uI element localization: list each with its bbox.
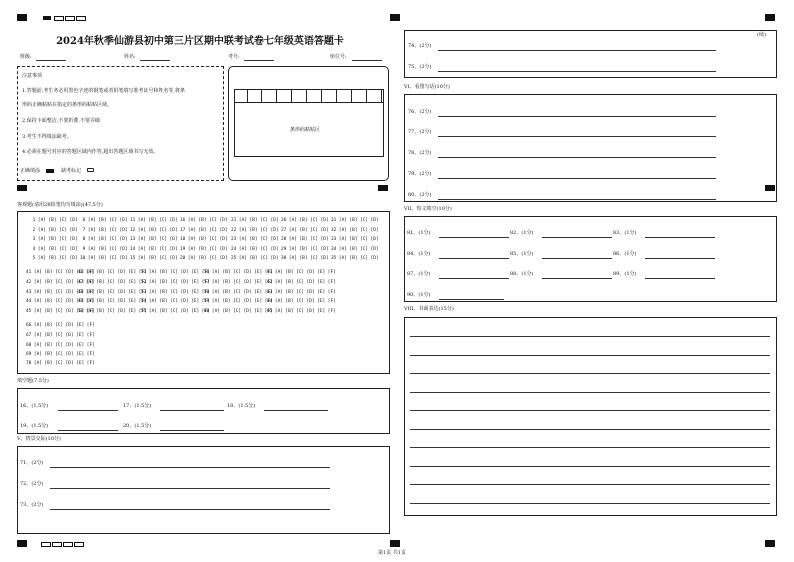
question-45[interactable]: 45 [A] [B] [C] [D] [E] [F] bbox=[26, 309, 95, 314]
question-label: 73、(2分) bbox=[20, 502, 44, 508]
question-2[interactable]: 2 [A] [B] [C] [D] bbox=[30, 228, 78, 233]
question-50[interactable]: 50 [A] [B] [C] [D] [E] [F] bbox=[78, 309, 147, 314]
answer-line[interactable] bbox=[542, 258, 612, 259]
question-8[interactable]: 8 [A] [B] [C] [D] bbox=[80, 237, 128, 242]
question-label: 81、(1分) bbox=[407, 230, 431, 236]
notice-heading: 注意事项 bbox=[22, 73, 43, 79]
question-label: 90、(1分) bbox=[407, 292, 431, 298]
question-11[interactable]: 11 [A] [B] [C] [D] bbox=[130, 218, 178, 223]
barcode-label: 条形码粘贴区 bbox=[290, 127, 321, 133]
position-mark bbox=[17, 14, 27, 21]
question-34[interactable]: 34 [A] [B] [C] [D] bbox=[331, 247, 379, 252]
answer-line[interactable] bbox=[438, 199, 716, 200]
position-mark bbox=[41, 542, 51, 547]
answer-line[interactable] bbox=[438, 157, 716, 158]
answer-line[interactable] bbox=[50, 467, 330, 468]
writing-line[interactable] bbox=[410, 447, 770, 448]
question-23[interactable]: 23 [A] [B] [C] [D] bbox=[231, 237, 279, 242]
correct-fill-label: 正确填涂 bbox=[20, 168, 41, 174]
blank-label: 18、(1.5分) bbox=[227, 403, 256, 409]
answer-line[interactable] bbox=[439, 237, 509, 238]
question-1[interactable]: 1 [A] [B] [C] [D] bbox=[30, 218, 78, 223]
answer-line[interactable] bbox=[438, 71, 716, 72]
question-3[interactable]: 3 [A] [B] [C] [D] bbox=[30, 237, 78, 242]
answer-line[interactable] bbox=[645, 258, 715, 259]
question-label: 84、(1分) bbox=[407, 251, 431, 257]
answer-line[interactable] bbox=[439, 299, 504, 300]
question-19[interactable]: 19 [A] [B] [C] [D] bbox=[180, 247, 228, 252]
writing-line[interactable] bbox=[410, 392, 770, 393]
question-label: 86、(1分) bbox=[613, 251, 637, 257]
question-48[interactable]: 48 [A] [B] [C] [D] [E] [F] bbox=[78, 290, 147, 295]
notice-item: 4.必须在题号对应的答题区域内作答,超出答题区域书写无效。 bbox=[22, 149, 159, 155]
section-v-heading: V、情景交际(10分) bbox=[17, 436, 61, 442]
answer-line[interactable] bbox=[50, 509, 330, 510]
question-17[interactable]: 17 [A] [B] [C] [D] bbox=[180, 228, 228, 233]
question-65[interactable]: 65 [A] [B] [C] [D] [E] [F] bbox=[267, 309, 336, 314]
position-mark bbox=[43, 16, 51, 20]
position-mark bbox=[390, 14, 400, 21]
question-27[interactable]: 27 [A] [B] [C] [D] bbox=[281, 228, 329, 233]
answer-line[interactable] bbox=[438, 178, 716, 179]
question-24[interactable]: 24 [A] [B] [C] [D] bbox=[231, 247, 279, 252]
question-33[interactable]: 33 [A] [B] [C] [D] bbox=[331, 237, 379, 242]
page-title: 2024年秋季仙游县初中第三片区期中联考试卷七年级英语答题卡 bbox=[56, 36, 344, 47]
question-53[interactable]: 53 [A] [B] [C] [D] [E] [F] bbox=[141, 290, 210, 295]
question-18[interactable]: 18 [A] [B] [C] [D] bbox=[180, 237, 228, 242]
notice-item: 形码正确粘贴在指定的条形码粘贴区域。 bbox=[22, 102, 113, 108]
absent-mark-label: 缺考标记 bbox=[61, 168, 82, 174]
question-15[interactable]: 15 [A] [B] [C] [D] bbox=[130, 256, 178, 261]
question-66[interactable]: 66 [A] [B] [C] [D] [E] [F] bbox=[26, 323, 95, 328]
question-62[interactable]: 62 [A] [B] [C] [D] [E] [F] bbox=[267, 280, 336, 285]
question-label: 83、(1分) bbox=[613, 230, 637, 236]
answer-line[interactable] bbox=[58, 410, 118, 411]
question-58[interactable]: 58 [A] [B] [C] [D] [E] [F] bbox=[204, 290, 273, 295]
question-44[interactable]: 44 [A] [B] [C] [D] [E] [F] bbox=[26, 299, 95, 304]
writing-line[interactable] bbox=[410, 410, 770, 411]
position-mark bbox=[17, 185, 27, 191]
notice-item: 2.保持卡面整洁,不要折叠,不要弄破 bbox=[22, 118, 100, 124]
continued-label: (续) bbox=[757, 32, 766, 38]
answer-line[interactable] bbox=[438, 50, 716, 51]
seat-label: 座位号: bbox=[330, 54, 347, 60]
writing-line[interactable] bbox=[410, 355, 770, 356]
answer-line[interactable] bbox=[645, 278, 715, 279]
question-55[interactable]: 55 [A] [B] [C] [D] [E] [F] bbox=[141, 309, 210, 314]
answer-line[interactable] bbox=[542, 237, 612, 238]
exam-no-label: 考号: bbox=[228, 54, 240, 60]
section-vii-heading: VII、短文填空(10分) bbox=[404, 206, 452, 212]
absent-mark-checkbox[interactable] bbox=[87, 168, 94, 172]
answer-line[interactable] bbox=[160, 410, 224, 411]
position-mark bbox=[54, 16, 64, 21]
question-label: 71、(2分) bbox=[20, 460, 44, 466]
answer-line[interactable] bbox=[50, 488, 330, 489]
question-4[interactable]: 4 [A] [B] [C] [D] bbox=[30, 247, 78, 252]
writing-line[interactable] bbox=[410, 336, 770, 337]
question-label: 75、(2分) bbox=[408, 64, 432, 70]
question-5[interactable]: 5 [A] [B] [C] [D] bbox=[30, 256, 78, 261]
question-label: 78、(2分) bbox=[408, 150, 432, 156]
question-label: 76、(2分) bbox=[408, 109, 432, 115]
name-field[interactable] bbox=[140, 60, 170, 61]
section-viii-area bbox=[404, 317, 777, 516]
correct-fill-sample bbox=[46, 169, 54, 173]
section-viii-heading: VIII、书面表达(15分) bbox=[404, 306, 454, 312]
answer-line[interactable] bbox=[264, 410, 328, 411]
question-14[interactable]: 14 [A] [B] [C] [D] bbox=[130, 247, 178, 252]
question-22[interactable]: 22 [A] [B] [C] [D] bbox=[231, 228, 279, 233]
question-label: 82、(1分) bbox=[510, 230, 534, 236]
question-32[interactable]: 32 [A] [B] [C] [D] bbox=[331, 228, 379, 233]
position-mark bbox=[76, 16, 86, 21]
notice-item: 1.答题前,考生务必用黑色字迹的钢笔或者铅笔填写准考证号和姓名等,将条 bbox=[22, 88, 185, 94]
question-69[interactable]: 69 [A] [B] [C] [D] [E] [F] bbox=[26, 352, 95, 357]
section-vii-area bbox=[404, 216, 777, 302]
question-label: 74、(2分) bbox=[408, 43, 432, 49]
position-mark bbox=[65, 16, 75, 21]
question-43[interactable]: 43 [A] [B] [C] [D] [E] [F] bbox=[26, 290, 95, 295]
question-21[interactable]: 21 [A] [B] [C] [D] bbox=[231, 218, 279, 223]
question-label: 88、(1分) bbox=[510, 271, 534, 277]
answer-line[interactable] bbox=[160, 430, 224, 431]
question-70[interactable]: 70 [A] [B] [C] [D] [E] [F] bbox=[26, 361, 95, 366]
class-field[interactable] bbox=[36, 60, 66, 61]
fill-blank-heading: 填空题(7.5分) bbox=[17, 378, 49, 384]
question-41[interactable]: 41 [A] [B] [C] [D] [E] [F] bbox=[26, 270, 95, 275]
seat-field[interactable] bbox=[352, 60, 382, 61]
answer-line[interactable] bbox=[58, 430, 118, 431]
writing-line[interactable] bbox=[410, 503, 770, 504]
answer-line[interactable] bbox=[438, 116, 716, 117]
section-vi-area bbox=[404, 94, 777, 202]
question-16[interactable]: 16 [A] [B] [C] [D] bbox=[180, 218, 228, 223]
section-vi-heading: VI、看图写话(10分) bbox=[404, 84, 450, 90]
question-63[interactable]: 63 [A] [B] [C] [D] [E] [F] bbox=[267, 290, 336, 295]
writing-line[interactable] bbox=[410, 373, 770, 374]
question-52[interactable]: 52 [A] [B] [C] [D] [E] [F] bbox=[141, 280, 210, 285]
question-47[interactable]: 47 [A] [B] [C] [D] [E] [F] bbox=[78, 280, 147, 285]
position-mark bbox=[52, 542, 62, 547]
question-label: 77、(2分) bbox=[408, 129, 432, 135]
question-67[interactable]: 67 [A] [B] [C] [D] [E] [F] bbox=[26, 333, 95, 338]
question-13[interactable]: 13 [A] [B] [C] [D] bbox=[130, 237, 178, 242]
question-label: 79、(2分) bbox=[408, 171, 432, 177]
question-12[interactable]: 12 [A] [B] [C] [D] bbox=[130, 228, 178, 233]
position-mark bbox=[74, 542, 84, 547]
writing-line[interactable] bbox=[410, 429, 770, 430]
objective-heading: 客观题(请用2B铅笔均匀填涂)(47.5分) bbox=[17, 202, 103, 208]
question-25[interactable]: 25 [A] [B] [C] [D] bbox=[231, 256, 279, 261]
question-60[interactable]: 60 [A] [B] [C] [D] [E] [F] bbox=[204, 309, 273, 314]
writing-line[interactable] bbox=[410, 466, 770, 467]
name-label: 姓名: bbox=[124, 54, 136, 60]
question-label: 72、(2分) bbox=[20, 481, 44, 487]
section-v-area bbox=[17, 446, 390, 534]
question-68[interactable]: 68 [A] [B] [C] [D] [E] [F] bbox=[26, 343, 95, 348]
question-label: 89、(1分) bbox=[613, 271, 637, 277]
blank-label: 20、(1.5分) bbox=[123, 423, 152, 429]
fill-blank-area bbox=[17, 388, 390, 434]
question-61[interactable]: 61 [A] [B] [C] [D] [E] [F] bbox=[267, 270, 336, 275]
question-29[interactable]: 29 [A] [B] [C] [D] bbox=[281, 247, 329, 252]
question-35[interactable]: 35 [A] [B] [C] [D] bbox=[331, 256, 379, 261]
position-mark bbox=[765, 540, 775, 547]
answer-line[interactable] bbox=[438, 136, 716, 137]
question-51[interactable]: 51 [A] [B] [C] [D] [E] [F] bbox=[141, 270, 210, 275]
question-56[interactable]: 56 [A] [B] [C] [D] [E] [F] bbox=[204, 270, 273, 275]
exam-no-field[interactable] bbox=[244, 60, 274, 61]
question-9[interactable]: 9 [A] [B] [C] [D] bbox=[80, 247, 128, 252]
question-20[interactable]: 20 [A] [B] [C] [D] bbox=[180, 256, 228, 261]
question-57[interactable]: 57 [A] [B] [C] [D] [E] [F] bbox=[204, 280, 273, 285]
question-26[interactable]: 26 [A] [B] [C] [D] bbox=[281, 218, 329, 223]
question-42[interactable]: 42 [A] [B] [C] [D] [E] [F] bbox=[26, 280, 95, 285]
blank-label: 19、(1.5分) bbox=[20, 423, 49, 429]
question-label: 85、(1分) bbox=[510, 251, 534, 257]
answer-line[interactable] bbox=[645, 237, 715, 238]
class-label: 班级: bbox=[20, 54, 32, 60]
page-number: 第1页 共1页 bbox=[378, 550, 406, 556]
writing-line[interactable] bbox=[410, 484, 770, 485]
question-49[interactable]: 49 [A] [B] [C] [D] [E] [F] bbox=[78, 299, 147, 304]
question-31[interactable]: 31 [A] [B] [C] [D] bbox=[331, 218, 379, 223]
question-label: 80、(2分) bbox=[408, 192, 432, 198]
question-label: 87、(1分) bbox=[407, 271, 431, 277]
blank-label: 17、(1.5分) bbox=[123, 403, 152, 409]
question-10[interactable]: 10 [A] [B] [C] [D] bbox=[80, 256, 128, 261]
position-mark bbox=[765, 14, 775, 21]
question-6[interactable]: 6 [A] [B] [C] [D] bbox=[80, 218, 128, 223]
question-7[interactable]: 7 [A] [B] [C] [D] bbox=[80, 228, 128, 233]
blank-label: 16、(1.5分) bbox=[20, 403, 49, 409]
question-59[interactable]: 59 [A] [B] [C] [D] [E] [F] bbox=[204, 299, 273, 304]
question-54[interactable]: 54 [A] [B] [C] [D] [E] [F] bbox=[141, 299, 210, 304]
answer-line[interactable] bbox=[439, 258, 509, 259]
answer-line[interactable] bbox=[542, 278, 612, 279]
position-mark bbox=[63, 542, 73, 547]
position-mark bbox=[17, 540, 27, 547]
question-28[interactable]: 28 [A] [B] [C] [D] bbox=[281, 237, 329, 242]
question-46[interactable]: 46 [A] [B] [C] [D] [E] [F] bbox=[78, 270, 147, 275]
question-64[interactable]: 64 [A] [B] [C] [D] [E] [F] bbox=[267, 299, 336, 304]
position-mark bbox=[378, 185, 388, 191]
notice-item: 3.考生不得填涂缺考。 bbox=[22, 134, 72, 140]
question-30[interactable]: 30 [A] [B] [C] [D] bbox=[281, 256, 329, 261]
answer-line[interactable] bbox=[439, 278, 509, 279]
position-mark bbox=[390, 540, 400, 547]
